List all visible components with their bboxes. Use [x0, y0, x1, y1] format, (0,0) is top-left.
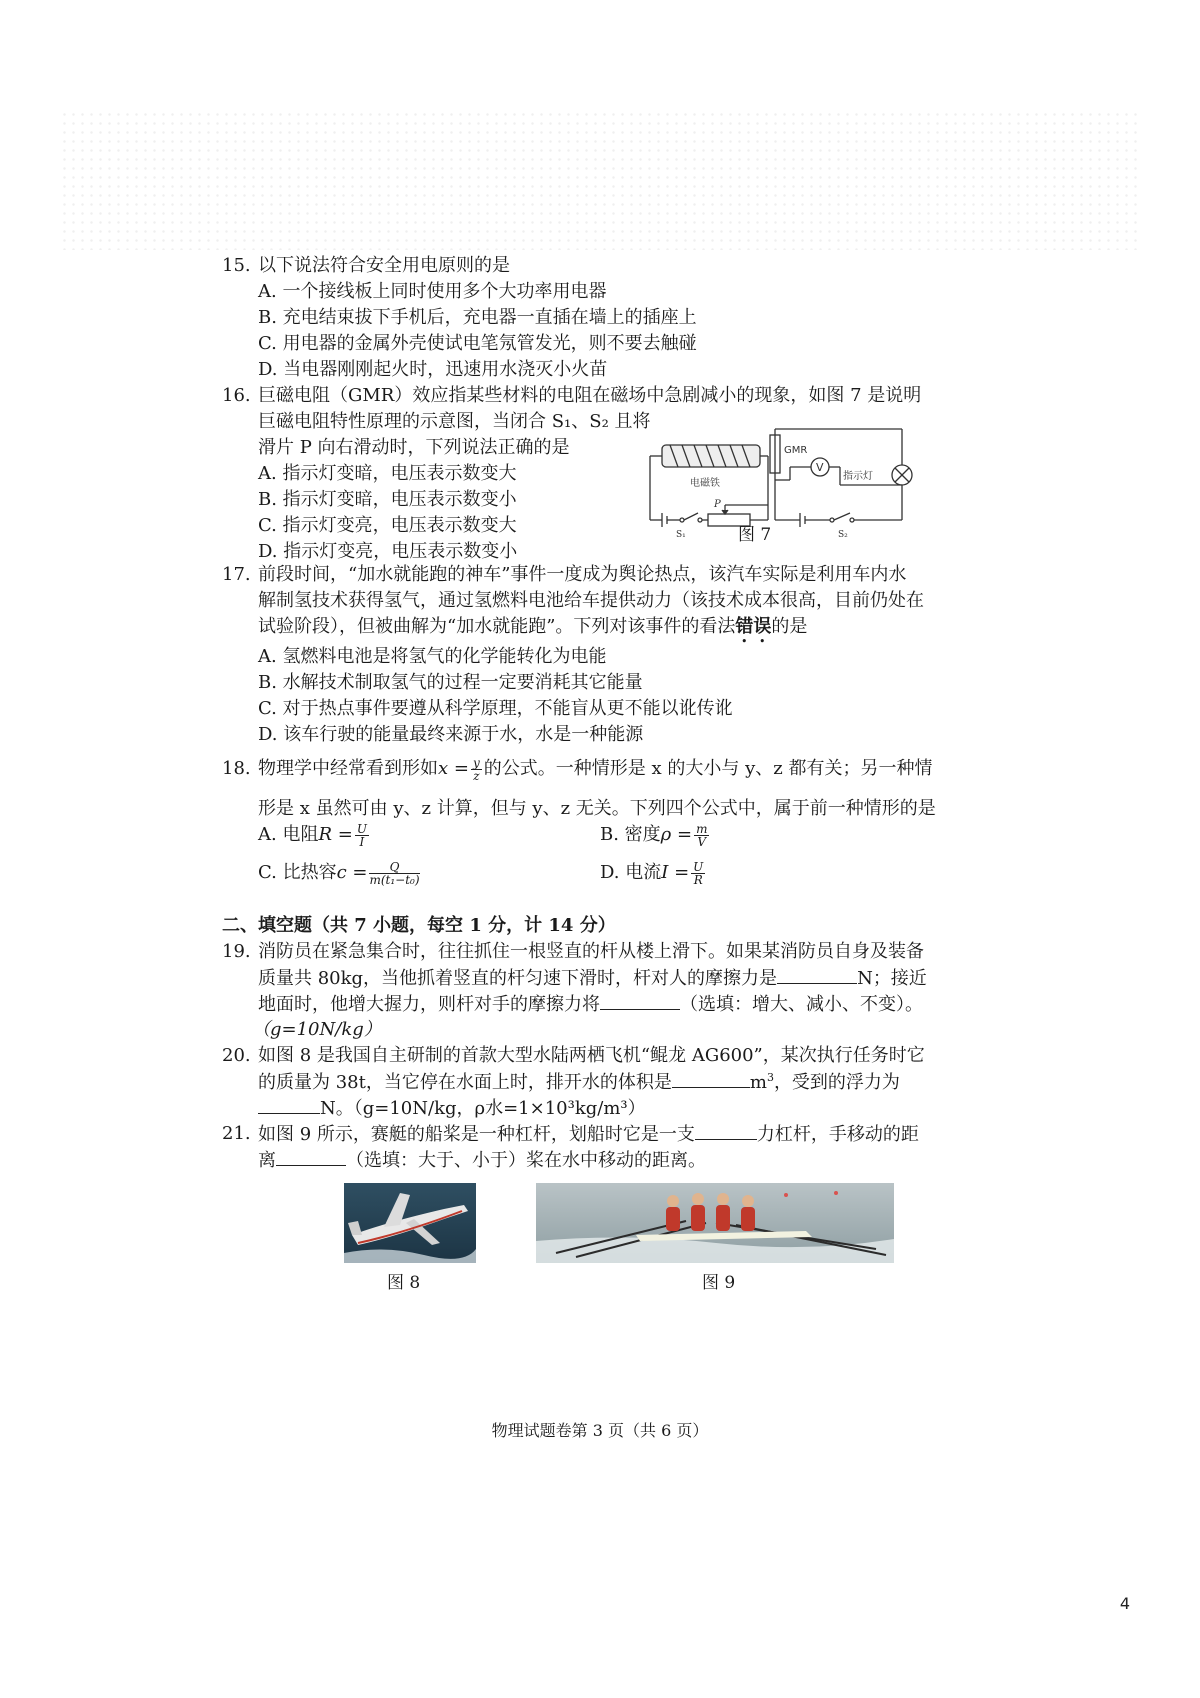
q16-option-d: D. 指示灯变亮，电压表示数变小: [258, 541, 518, 562]
scan-noise: [60, 110, 1140, 250]
q21-line-2-pre: 离: [258, 1150, 276, 1171]
q18-c-label: C. 比热容: [258, 862, 337, 883]
q18-a-fraction: [355, 823, 369, 848]
q15-number: 15.: [222, 255, 251, 276]
q19-line-3: [258, 991, 923, 1018]
q18-b-fraction: [694, 823, 709, 848]
q19-line-1: 消防员在紧急集合时，往往抓住一根竖直的杆从楼上滑下。如果某消防员自身及装备: [258, 941, 924, 962]
q15-option-d: D. 当电器刚刚起火时，迅速用水浇灭小火苗: [258, 359, 608, 380]
frac-num: y: [472, 755, 480, 770]
q16-number: 16.: [222, 385, 251, 406]
q21-line-2: [258, 1147, 706, 1174]
voltmeter-label: V: [816, 461, 824, 474]
figure-7-caption: 图 7: [738, 525, 772, 545]
q19-line-4: （g=10N/kg）: [252, 1019, 382, 1040]
q18-c-fraction: [369, 861, 419, 886]
q18-a-lhs: R =: [318, 824, 353, 845]
figure-9-caption: 图 9: [702, 1273, 736, 1293]
q21-line-2-post: （选填：大于、小于）桨在水中移动的距离。: [346, 1150, 706, 1171]
q15-option-b: B. 充电结束拔下手机后，充电器一直插在墙上的插座上: [258, 307, 697, 328]
frac-den: m(t₁−t₀): [369, 872, 420, 887]
q16-option-a: A. 指示灯变暗，电压表示数变大: [258, 463, 517, 484]
q16-line-1: 巨磁电阻（GMR）效应指某些材料的电阻在磁场中急剧减小的现象，如图 7 是说明: [258, 385, 922, 406]
figure-8-caption: 图 8: [387, 1273, 421, 1293]
frac-num: m: [696, 821, 708, 836]
switch-s2-label: S₂: [838, 530, 848, 540]
q17-line-3-post: 的是: [771, 616, 808, 637]
frac-num: U: [356, 821, 367, 836]
figure-9-rowing-photo: [536, 1183, 894, 1263]
q18-option-b: [600, 822, 711, 848]
q20-line-2: [258, 1069, 900, 1096]
q18-line-1-post: 的公式。一种情形是 x 的大小与 y、z 都有关；另一种情: [483, 758, 933, 779]
q18-a-label: A. 电阻: [258, 824, 319, 845]
q16-option-c: C. 指示灯变亮，电压表示数变大: [258, 515, 517, 536]
switch-s1-label: S₁: [676, 530, 686, 540]
q17-line-1: 前段时间，“加水就能跑的神车”事件一度成为舆论热点，该汽车实际是利用车内水: [258, 564, 907, 585]
q21-blank-1[interactable]: [695, 1121, 757, 1140]
q20-unit-sup: 3: [766, 1071, 774, 1084]
q19-line-2-post: N；接近: [857, 968, 927, 989]
q17-line-3-pre: 试验阶段），但被曲解为“加水就能跑”。下列对该事件的看法: [258, 616, 736, 637]
q16-line-2: 巨磁电阻特性原理的示意图，当闭合 S₁、S₂ 且将: [258, 411, 651, 432]
electromagnet-label: 电磁铁: [690, 478, 720, 489]
page-number: 4: [1119, 1594, 1130, 1613]
q17-line-3: [258, 614, 807, 647]
page-footer: 物理试题卷第 3 页（共 6 页）: [491, 1421, 709, 1440]
q20-line-2-pre: 的质量为 38t，当它停在水面上时，排开水的体积是: [258, 1072, 672, 1093]
frac-den: z: [473, 768, 480, 783]
q21-line-1-post: 力杠杆，手移动的距: [756, 1124, 919, 1145]
q20-blank-1[interactable]: [672, 1069, 750, 1088]
q19-line-2-pre: 质量共 80kg，当他抓着竖直的杆匀速下滑时，杆对人的摩擦力是: [258, 968, 778, 989]
q17-option-c: C. 对于热点事件要遵从科学原理，不能盲从更不能以讹传讹: [258, 698, 733, 719]
frac-den: R: [693, 872, 703, 887]
q19-number: 19.: [222, 941, 251, 962]
figure-8-aircraft-photo: [344, 1183, 476, 1263]
q18-d-lhs: I =: [661, 862, 690, 883]
q19-blank-2[interactable]: [600, 991, 680, 1010]
q17-option-a: A. 氢燃料电池是将氢气的化学能转化为电能: [258, 646, 607, 667]
q17-option-b: B. 水解技术制取氢气的过程一定要消耗其它能量: [258, 672, 643, 693]
formula-y-over-z: [471, 757, 482, 782]
frac-num: Q: [369, 861, 419, 874]
indicator-lamp-label: 指示灯: [843, 471, 873, 482]
q20-line-3-post: N。（g=10N/kg，ρ水=1×10³kg/m³）: [320, 1098, 646, 1119]
q15-stem: 以下说法符合安全用电原则的是: [258, 255, 510, 276]
q15-option-a: A. 一个接线板上同时使用多个大功率用电器: [258, 281, 607, 302]
q16-line-3: 滑片 P 向右滑动时，下列说法正确的是: [258, 437, 570, 458]
q21-line-1-pre: 如图 9 所示，赛艇的船桨是一种杠杆，划船时它是一支: [258, 1124, 695, 1145]
q19-line-2: [258, 965, 927, 992]
formula-x-lhs: x =: [438, 758, 469, 779]
q20-line-3: [258, 1095, 646, 1122]
q20-line-2-post: ，受到的浮力为: [773, 1072, 900, 1093]
q18-d-fraction: [691, 861, 705, 886]
q17-number: 17.: [222, 564, 251, 585]
frac-den: V: [697, 834, 707, 849]
q21-line-1: [258, 1121, 919, 1148]
q17-line-2: 解制氢技术获得氢气，通过氢燃料电池给车提供动力（该技术成本很高，目前仍处在: [258, 590, 924, 611]
figure-7-circuit: [640, 425, 920, 550]
q18-option-d: [600, 860, 707, 886]
q18-option-a: [258, 822, 371, 848]
q18-b-label: B. 密度: [600, 824, 661, 845]
q20-unit: m: [749, 1072, 767, 1093]
q15-option-c: C. 用电器的金属外壳使试电笔氖管发光，则不要去触碰: [258, 333, 697, 354]
q19-line-3-pre: 地面时，他增大握力，则杆对手的摩擦力将: [258, 994, 600, 1015]
slider-p-label: P: [714, 499, 721, 510]
q18-option-c: [258, 860, 422, 886]
q18-line-2: 形是 x 虽然可由 y、z 计算，但与 y、z 无关。下列四个公式中，属于前一种情形的是: [258, 798, 936, 819]
q19-blank-1[interactable]: [777, 965, 857, 984]
q16-option-b: B. 指示灯变暗，电压表示数变小: [258, 489, 517, 510]
q18-number: 18.: [222, 758, 251, 779]
q18-c-lhs: c =: [336, 862, 368, 883]
q19-line-3-post: （选填：增大、减小、不变）。: [680, 994, 923, 1015]
section-2-title: 二、填空题（共 7 小题，每空 1 分，计 14 分）: [222, 915, 616, 936]
q18-line-1: [258, 756, 932, 782]
frac-num: U: [693, 859, 704, 874]
q20-number: 20.: [222, 1045, 251, 1066]
gmr-label: GMR: [784, 445, 808, 456]
q17-emphasis-wrong: 错误: [735, 616, 772, 637]
q17-option-d: D. 该车行驶的能量最终来源于水，水是一种能源: [258, 724, 644, 745]
q20-line-1: 如图 8 是我国自主研制的首款大型水陆两栖飞机“鲲龙 AG600”，某次执行任务时它: [258, 1045, 925, 1066]
q18-line-1-pre: 物理学中经常看到形如: [258, 758, 438, 779]
q21-number: 21.: [222, 1123, 251, 1144]
frac-den: I: [359, 834, 365, 849]
q18-b-lhs: ρ =: [660, 824, 693, 845]
q21-blank-2[interactable]: [276, 1147, 346, 1166]
q18-d-label: D. 电流: [600, 862, 662, 883]
q20-blank-2[interactable]: [258, 1095, 320, 1114]
